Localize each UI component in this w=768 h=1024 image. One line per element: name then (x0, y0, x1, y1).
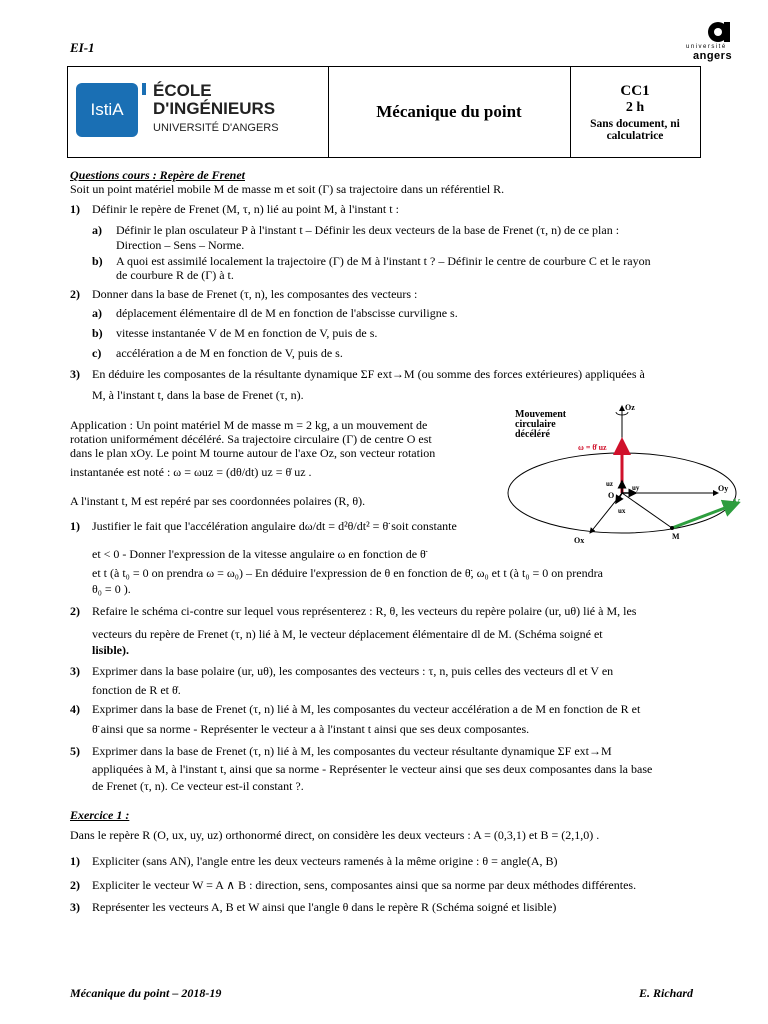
p1-text3: et t (à t₀ = 0 on prendra ω = ω₀) – En déduire l'expression de θ en fonction de θ̈, ω₀ et t (à t₀ = 0 on prendra (92, 566, 603, 580)
point-m-label: M (672, 532, 680, 541)
footer-left: Mécanique du point – 2018-19 (70, 986, 222, 1000)
circular-motion-diagram (500, 400, 768, 550)
q1b-letter: b) (92, 254, 103, 268)
radius-line (622, 493, 672, 528)
p5-text1: Exprimer dans la base de Frenet (τ, n) lié à M, les composantes du vecteur résultante dynamique ΣF ext→M (92, 744, 612, 758)
p4-text1: Exprimer dans la base de Frenet (τ, n) lié à M, les composantes du vecteur accélération a de M en fonction de R et (92, 702, 641, 716)
origin-label: O (608, 491, 615, 500)
ox-label: Ox (574, 536, 585, 545)
velocity-vector (672, 503, 738, 528)
q2c-text: accélération a de M en fonction de V, puis de s. (116, 346, 343, 360)
angers-label: angers (693, 50, 733, 62)
diagram-title2: circulaire (515, 419, 556, 430)
e1-number: 1) (70, 854, 80, 868)
app-line2: rotation uniformément décéléré. Sa trajectoire circulaire (Γ) de centre O est (70, 432, 432, 446)
exam-duration: 2 h (625, 100, 645, 115)
app-line4: instantanée est noté : ω = ωuz = (dθ/dt) uz = θ̇ uz . (70, 465, 312, 479)
q1b-text1: A quoi est assimilé localement la trajectoire (Γ) de M à l'instant t ? – Définir le centre de courbure C et le rayon (116, 254, 651, 268)
e3-number: 3) (70, 900, 80, 914)
ux-vector (616, 493, 622, 503)
q1-text: Définir le repère de Frenet (M, τ, n) lié au point M, à l'instant t : (92, 202, 399, 216)
p2-text3: lisible). (92, 643, 130, 657)
header-table (67, 66, 701, 158)
q3-number: 3) (70, 367, 80, 381)
q1b-text2: de courbure R de (Γ) à t. (116, 268, 234, 282)
school-university: UNIVERSITÉ D'ANGERS (153, 122, 279, 134)
p1-text1: Justifier le fait que l'accélération angulaire dω/dt = d²θ/dt² = θ̈ soit constante (92, 519, 457, 533)
e2-number: 2) (70, 878, 80, 892)
school-name (153, 82, 275, 118)
p2-text1: Refaire le schéma ci-contre sur lequel vous représenterez : R, θ, les vecteurs du repère polaire (ur, uθ) lié à M, les (92, 604, 637, 618)
p4-text2: θ̈ ainsi que sa norme - Représenter le vecteur a à l'instant t ainsi que ses deux composantes. (92, 722, 530, 736)
logo-bar (142, 83, 146, 95)
e1-text: Expliciter (sans AN), l'angle entre les deux vecteurs ramenés à la même origine : θ = angle(A, B) (92, 854, 558, 868)
q1a-text1: Définir le plan osculateur P à l'instant t – Définir les deux vecteurs de la base de Frenet (τ, n) de ce plan : (116, 223, 620, 237)
oz-label: Oz (625, 403, 635, 412)
e2-text: Expliciter le vecteur W = A ∧ B : direction, sens, composantes ainsi que sa norme par deux méthodes différentes. (92, 878, 637, 892)
q2-number: 2) (70, 287, 80, 301)
universite-label: université (686, 44, 727, 50)
p2-number: 2) (70, 604, 80, 618)
cours-intro: Soit un point matériel mobile M de masse m et soit (Γ) sa trajectoire dans un référentiel R. (70, 182, 505, 196)
course-title: Mécanique du point (328, 67, 571, 157)
q1a-text2: Direction – Sens – Norme. (116, 238, 245, 252)
uy-label: uy (632, 484, 640, 492)
p4-number: 4) (70, 702, 80, 716)
q3-text2: M, à l'instant t, dans la base de Frenet (τ, n). (92, 388, 304, 402)
omega-label: ω = θ̇ uz (578, 443, 607, 452)
uz-label: uz (606, 480, 613, 488)
p3-number: 3) (70, 664, 80, 678)
diagram-title1: Mouvement (515, 409, 567, 420)
diagram-title3: décéléré (515, 429, 550, 440)
q1-number: 1) (70, 202, 80, 216)
p3-text1: Exprimer dans la base polaire (ur, uθ), les composantes des vecteurs : τ, n, puis celles des vecteurs dl et V en (92, 664, 614, 678)
q2a-text: déplacement élémentaire dl de M en fonction de l'abscisse curviligne s. (116, 306, 458, 320)
cours-heading: Questions cours : Repère de Frenet (70, 168, 245, 182)
q2a-letter: a) (92, 306, 102, 320)
app-line1: Application : Un point matériel M de masse m = 2 kg, a un mouvement de (70, 418, 428, 432)
q2-text: Donner dans la base de Frenet (τ, n), les composantes des vecteurs : (92, 287, 418, 301)
exercice-intro: Dans le repère R (O, ux, uy, uz) orthonormé direct, on considère les deux vecteurs : A = (0,3,1) et B = (2,1,0) . (70, 828, 600, 842)
p5-text2: appliquées à M, à l'instant t, ainsi que sa norme - Représenter le vecteur ainsi que ses deux composantes dans la base (92, 762, 653, 776)
q2b-letter: b) (92, 326, 103, 340)
e3-text: Représenter les vecteurs A, B et W ainsi que l'angle θ dans le repère R (Schéma soigné et lisible) (92, 900, 557, 914)
istia-logo: IstiA (76, 83, 138, 137)
p1-number: 1) (70, 519, 80, 533)
p1-text4: θ₀ = 0 ). (92, 582, 131, 596)
q2c-letter: c) (92, 346, 102, 360)
ux-label: ux (618, 507, 626, 515)
exercice-heading: Exercice 1 : (70, 808, 130, 822)
velocity-label: V (733, 498, 741, 509)
school-line2: D'INGÉNIEURS (153, 99, 276, 118)
exam-info (570, 67, 700, 157)
p5-number: 5) (70, 744, 80, 758)
q3-text1: En déduire les composantes de la résultante dynamique ΣF ext→M (ou somme des forces extérieures) appliquées à (92, 367, 645, 381)
school-line1: ÉCOLE (153, 81, 212, 100)
oy-label: Oy (718, 484, 729, 493)
doc-code: EI-1 (70, 40, 95, 55)
p2-text2: vecteurs du repère de Frenet (τ, n) lié à M, le vecteur déplacement élémentaire dl de M. (Schéma soigné et (92, 627, 603, 641)
p5-text3: de Frenet (τ, n). Ce vecteur est-il constant ?. (92, 779, 304, 793)
q1a-letter: a) (92, 223, 102, 237)
footer-right: E. Richard (639, 986, 694, 1000)
q2b-text: vitesse instantanée V de M en fonction de V, puis de s. (116, 326, 378, 340)
p3-text2: fonction de R et θ̇. (92, 683, 181, 697)
exam-rules: Sans document, ni calculatrice (590, 118, 680, 142)
app-line3: dans le plan xOy. Le point M tourne autour de l'axe Oz, son vecteur rotation (70, 446, 436, 460)
exam-code: CC1 (620, 83, 650, 99)
p1-text2: et < 0 - Donner l'expression de la vitesse angulaire ω en fonction de θ̈ (92, 547, 426, 561)
app-line5: A l'instant t, M est repéré par ses coordonnées polaires (R, θ). (70, 494, 366, 508)
header-logo-cell (68, 67, 329, 157)
